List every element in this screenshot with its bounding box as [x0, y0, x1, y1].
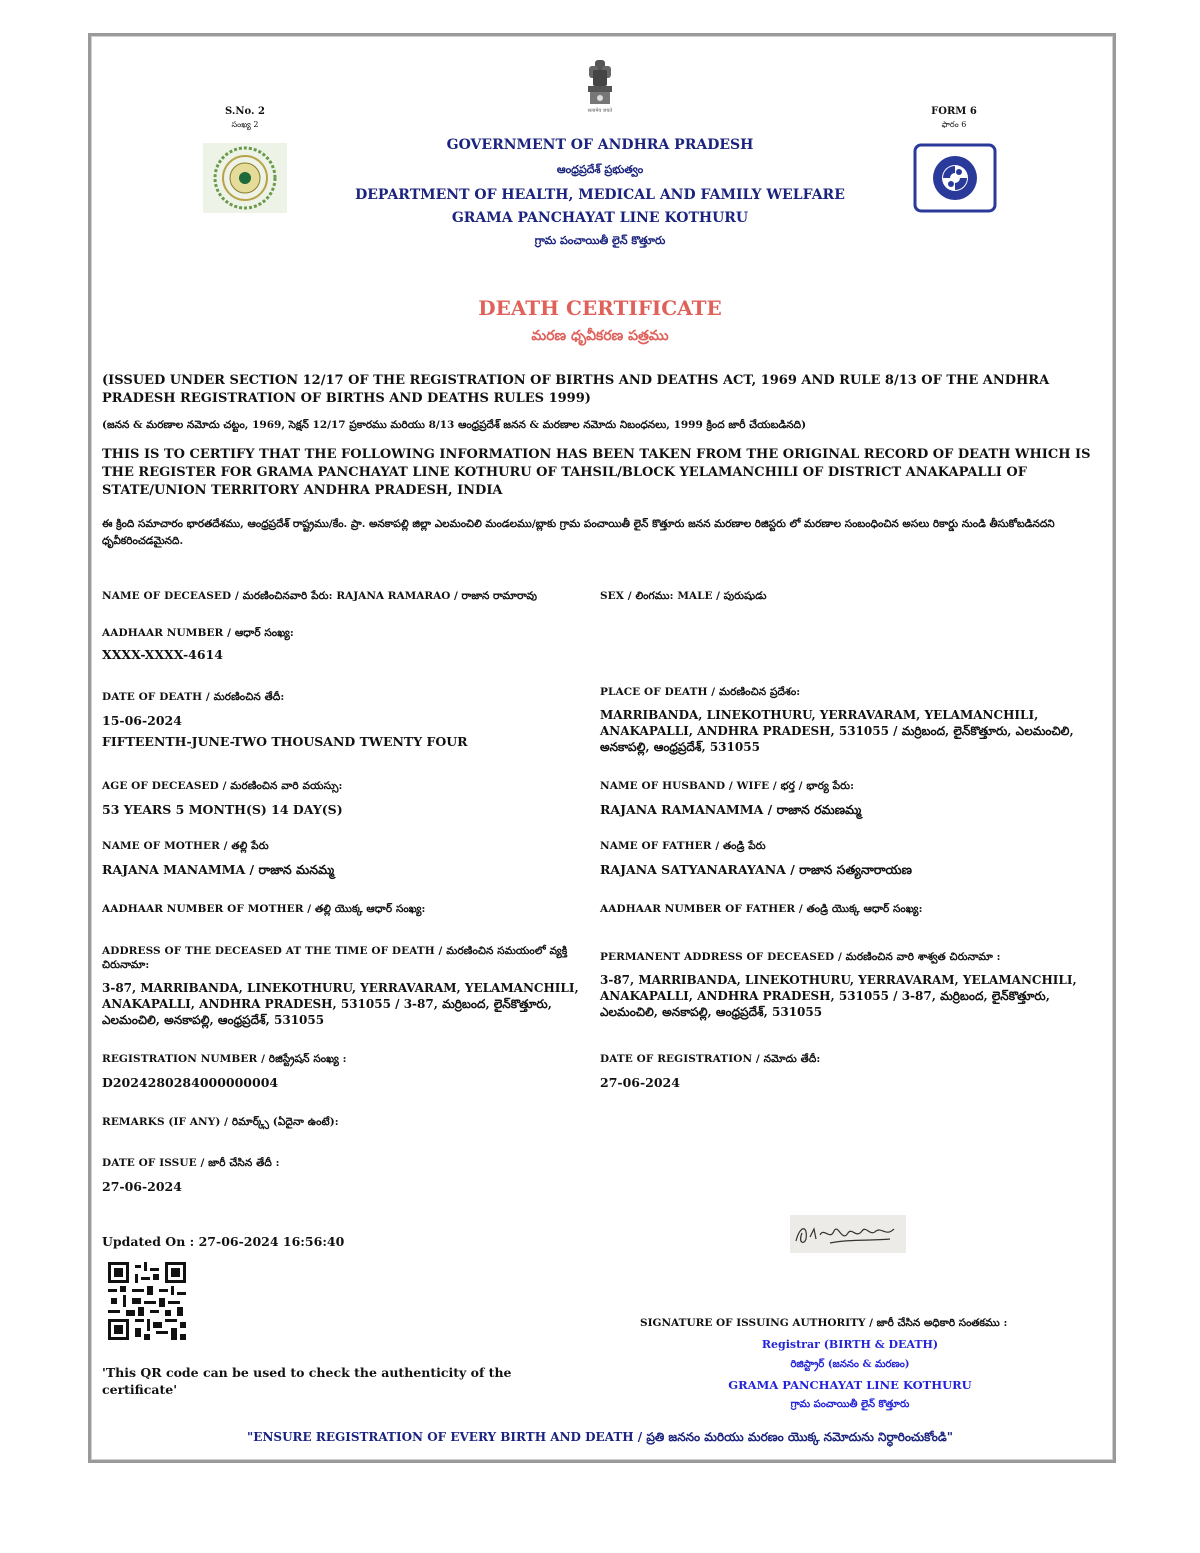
- registration-number-label: REGISTRATION NUMBER / రిజిస్ట్రేషన్ సంఖ్య :: [102, 1053, 347, 1065]
- place-of-death-value: MARRIBANDA, LINEKOTHURU, YERRAVARAM, YELAMANCHILI, ANAKAPALLI, ANDHRA PRADESH, 531055 / మర్రిబంద, లైన్‌కొత్తూరు, ఎలమంచిలి, అనకాపల్లి, ఆంధ్రప్రదేశ్, 531055: [600, 708, 1074, 754]
- registration-number-value: D2024280284000000004: [102, 1075, 279, 1090]
- registrar-title-te: రిజిస్ట్రార్ (జననం & మరణం): [790, 1359, 910, 1370]
- name-of-deceased-label: NAME OF DECEASED / మరణించినవారి పేరు:: [102, 590, 337, 602]
- issued-under-text: (ISSUED UNDER SECTION 12/17 OF THE REGISTRATION OF BIRTHS AND DEATHS ACT, 1969 AND RULE 8/13 OF THE ANDHRA PRADESH REGISTRATION OF BIRTHS AND DEATHS RULES 1999): [102, 373, 1050, 406]
- qr-note: 'This QR code can be used to check the authenticity of the certificate': [102, 1365, 512, 1397]
- footer-slogan: "ENSURE REGISTRATION OF EVERY BIRTH AND DEATH / ప్రతి జననం మరియు మరణం యొక్క నమోదును నిర్ధారించుకోండి": [247, 1430, 953, 1444]
- updated-on-value: 27-06-2024 16:56:40: [198, 1234, 345, 1249]
- registrar-panchayat: GRAMA PANCHAYAT LINE KOTHURU: [728, 1378, 972, 1392]
- age-value: 53 YEARS 5 MONTH(S) 14 DAY(S): [102, 802, 343, 817]
- mother-name-label: NAME OF MOTHER / తల్లి పేరు: [102, 840, 269, 852]
- updated-on-label: Updated On :: [102, 1234, 199, 1249]
- panchayat-title-te: గ్రామ పంచాయితీ లైన్ కొత్తూరు: [534, 234, 666, 247]
- national-emblem-icon: [580, 58, 620, 116]
- place-of-death-label: PLACE OF DEATH / మరణించిన ప్రదేశం:: [600, 686, 801, 698]
- date-of-death-label: DATE OF DEATH / మరణించిన తేదీ:: [102, 691, 285, 703]
- certificate-title-te: మరణ ధృవీకరణ పత్రము: [531, 328, 669, 344]
- spouse-label: NAME OF HUSBAND / WIFE / భర్త / భార్య పేరు:: [600, 780, 855, 792]
- mother-name-value: RAJANA MANAMMA / రాజాన మనమ్మ: [102, 862, 335, 877]
- mother-aadhaar-label: AADHAAR NUMBER OF MOTHER / తల్లి యొక్క ఆధార్ సంఖ్య:: [102, 903, 426, 915]
- form-number-te: ఫారం 6: [941, 120, 967, 129]
- signature-icon: [790, 1215, 906, 1253]
- registrar-panchayat-te: గ్రామ పంచాయితీ లైన్ కొత్తూరు: [790, 1399, 910, 1410]
- address-at-death-label: ADDRESS OF THE DECEASED AT THE TIME OF DEATH / మరణించిన సమయంలో వ్యక్తి చిరునామా:: [102, 945, 568, 971]
- sex-label: SEX / లింగము:: [600, 590, 678, 602]
- remarks-label: REMARKS (IF ANY) / రిమార్క్స్ (ఏదైనా ఉంటే):: [102, 1116, 339, 1128]
- permanent-address-label: PERMANENT ADDRESS OF DECEASED / మరణించిన వారి శాశ్వత చిరునామా :: [600, 951, 1001, 963]
- ap-state-seal-icon: [203, 143, 287, 213]
- qr-code-icon: [108, 1262, 186, 1340]
- sex-value: MALE / పురుషుడు: [677, 590, 767, 602]
- date-of-issue-value: 27-06-2024: [102, 1179, 182, 1194]
- date-of-issue-label: DATE OF ISSUE / జారీ చేసిన తేదీ :: [102, 1157, 280, 1169]
- form-number: FORM 6: [931, 106, 977, 117]
- government-title-te: ఆంధ్రప్రదేశ్ ప్రభుత్వం: [556, 163, 644, 176]
- address-at-death-value: 3-87, MARRIBANDA, LINEKOTHURU, YERRAVARAM, YELAMANCHILI, ANAKAPALLI, ANDHRA PRADESH, 531055 / 3-87, మర్రిబంద, లైన్‌కొత్తూరు, ఎలమంచిలి, అనకాపల్లి, ఆంధ్రప్రదేశ్, 531055: [102, 981, 579, 1027]
- aadhaar-value: XXXX-XXXX-4614: [102, 647, 223, 662]
- updated-on-row: [102, 1231, 344, 1250]
- father-name-label: NAME OF FATHER / తండ్రి పేరు: [600, 840, 766, 852]
- panchayat-title: GRAMA PANCHAYAT LINE KOTHURU: [451, 210, 749, 226]
- signature-authority-label: SIGNATURE OF ISSUING AUTHORITY / జారీ చేసిన అధికారి సంతకము :: [640, 1317, 1008, 1329]
- permanent-address-value: 3-87, MARRIBANDA, LINEKOTHURU, YERRAVARAM, YELAMANCHILI, ANAKAPALLI, ANDHRA PRADESH, 531055 / 3-87, మర్రిబంద, లైన్‌కొత్తూరు, ఎలమంచిలి, అనకాపల్లి, ఆంధ్రప్రదేశ్, 531055: [600, 973, 1077, 1019]
- certify-text-te: ఈ క్రింది సమాచారం భారతదేశము, ఆంధ్రప్రదేశ్ రాష్ట్రము/కేం. ప్రా. అనకాపల్లి జిల్లా ఎలమంచిలి మండలము/బ్లాకు గ్రామ పంచాయితీ లైన్ కొత్తూరు జనన మరణాల రిజిస్టరు లో మరణాల సంబంధించిన అసలు రికార్డు నుండి తీసుకోబడినదని ధృవీకరించడమైనది.: [102, 518, 1055, 547]
- crs-logo-icon: [913, 143, 997, 213]
- certificate-title: DEATH CERTIFICATE: [478, 296, 722, 320]
- date-of-registration-label: DATE OF REGISTRATION / నమోదు తేదీ:: [600, 1053, 821, 1065]
- name-of-deceased-value: RAJANA RAMARAO / రాజాన రామారావు: [336, 590, 538, 602]
- serial-number: S.No. 2: [225, 106, 265, 117]
- aadhaar-label: AADHAAR NUMBER / ఆధార్ సంఖ్య:: [102, 627, 294, 639]
- issued-under-text-te: (జనన & మరణాల నమోదు చట్టం, 1969, సెక్షన్ 12/17 ప్రకారము మరియు 8/13 ఆంధ్రప్రదేశ్ జనన & మరణాల నమోదు నిబంధనలు, 1999 క్రింద జారీ చేయబడినది): [102, 419, 807, 431]
- age-label: AGE OF DECEASED / మరణించిన వారి వయస్సు:: [102, 780, 343, 792]
- certify-text: THIS IS TO CERTIFY THAT THE FOLLOWING INFORMATION HAS BEEN TAKEN FROM THE ORIGINAL RECORD OF DEATH WHICH IS THE REGISTER FOR GRAMA PANCHAYAT LINE KOTHURU OF TAHSIL/BLOCK YELAMANCHILI OF DISTRICT ANAKAPALLI OF STATE/UNION TERRITORY ANDHRA PRADESH, INDIA: [102, 447, 1091, 498]
- father-aadhaar-label: AADHAAR NUMBER OF FATHER / తండ్రి యొక్క ఆధార్ సంఖ్య:: [600, 903, 923, 915]
- date-of-death-words: FIFTEENTH-JUNE-TWO THOUSAND TWENTY FOUR: [102, 734, 468, 749]
- department-title: DEPARTMENT OF HEALTH, MEDICAL AND FAMILY WELFARE: [355, 187, 845, 203]
- date-of-registration-value: 27-06-2024: [600, 1075, 680, 1090]
- government-title: GOVERNMENT OF ANDHRA PRADESH: [446, 137, 754, 153]
- serial-number-te: సంఖ్య 2: [231, 120, 259, 129]
- spouse-value: RAJANA RAMANAMMA / రాజాన రమణమ్మ: [600, 802, 862, 817]
- father-name-value: RAJANA SATYANARAYANA / రాజాన సత్యనారాయణ: [600, 862, 912, 877]
- registrar-title: Registrar (BIRTH & DEATH): [761, 1338, 939, 1351]
- sex-row: [600, 584, 1100, 605]
- emblem-caption: सत्यमेव जयते: [587, 108, 613, 114]
- date-of-death-value: 15-06-2024: [102, 713, 182, 728]
- name-of-deceased-row: [102, 584, 592, 605]
